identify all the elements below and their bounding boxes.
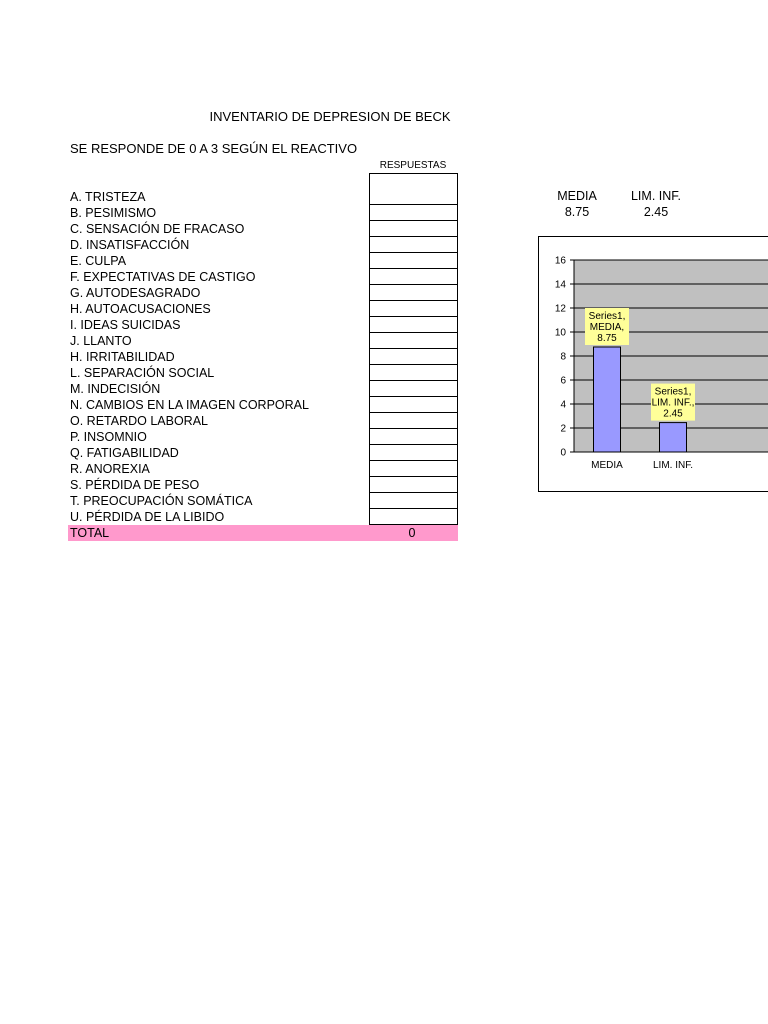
y-tick-label: 4 <box>560 399 566 411</box>
table-row <box>70 365 458 381</box>
response-cell[interactable] <box>369 317 458 333</box>
y-tick-label: 12 <box>554 303 566 315</box>
item-label: D. INSATISFACCIÓN <box>70 238 190 252</box>
response-cell[interactable] <box>369 461 458 477</box>
item-label: N. CAMBIOS EN LA IMAGEN CORPORAL <box>70 398 309 412</box>
y-tick-label: 6 <box>560 375 566 387</box>
item-label: U. PÉRDIDA DE LA LIBIDO <box>70 510 225 524</box>
lim-inf-label: LIM. INF. <box>630 189 681 203</box>
x-tick-label: MEDIA <box>591 460 623 471</box>
item-label: J. LLANTO <box>70 334 132 348</box>
item-label: O. RETARDO LABORAL <box>70 414 208 428</box>
response-cell[interactable] <box>369 333 458 349</box>
y-tick-label: 0 <box>560 447 566 459</box>
table-row <box>70 269 458 285</box>
table-row <box>70 509 458 525</box>
item-label: F. EXPECTATIVAS DE CASTIGO <box>70 270 256 284</box>
table-row <box>70 205 458 221</box>
table-row <box>70 493 458 509</box>
table-row <box>70 333 458 349</box>
table-row <box>70 445 458 461</box>
item-label: H. IRRITABILIDAD <box>70 350 175 364</box>
item-label: B. PESIMISMO <box>70 206 157 220</box>
table-row <box>70 189 458 205</box>
item-label: G. AUTODESAGRADO <box>70 286 201 300</box>
lim-inf-value: 2.45 <box>643 205 669 219</box>
response-cell[interactable] <box>369 413 458 429</box>
table-row <box>70 381 458 397</box>
item-label: P. INSOMNIO <box>70 430 147 444</box>
media-label: MEDIA <box>557 189 597 203</box>
data-label: Series1, MEDIA, 8.75 <box>588 311 626 344</box>
data-label: Series1, LIM. INF., 2.45 <box>651 386 695 420</box>
table-row <box>70 301 458 317</box>
response-cell[interactable] <box>369 397 458 413</box>
y-tick-label: 14 <box>554 279 566 291</box>
response-cell[interactable] <box>369 445 458 461</box>
y-tick-label: 16 <box>554 255 566 267</box>
items-table <box>70 189 458 525</box>
response-cell[interactable] <box>369 269 458 285</box>
total-value: 0 <box>408 526 416 540</box>
response-cell[interactable] <box>369 429 458 445</box>
total-row <box>68 525 458 541</box>
table-row <box>70 429 458 445</box>
table-row <box>70 221 458 237</box>
bar <box>660 423 687 452</box>
response-cell[interactable] <box>369 237 458 253</box>
table-row <box>70 477 458 493</box>
item-label: M. INDECISIÓN <box>70 382 161 396</box>
item-label: R. ANOREXIA <box>70 462 150 476</box>
responses-column-header: RESPUESTAS <box>379 160 447 171</box>
table-row <box>70 349 458 365</box>
y-tick-label: 10 <box>554 327 566 339</box>
response-cell[interactable] <box>369 205 458 221</box>
bar <box>594 347 621 452</box>
table-row <box>70 461 458 477</box>
item-label: L. SEPARACIÓN SOCIAL <box>70 366 215 380</box>
item-label: T. PREOCUPACIÓN SOMÁTICA <box>70 494 253 508</box>
item-label: S. PÉRDIDA DE PESO <box>70 478 200 492</box>
item-label: I. IDEAS SUICIDAS <box>70 318 181 332</box>
response-cell[interactable] <box>369 477 458 493</box>
table-row <box>70 397 458 413</box>
table-row <box>70 285 458 301</box>
item-label: E. CULPA <box>70 254 127 268</box>
instruction-text: SE RESPONDE DE 0 A 3 SEGÚN EL REACTIVO <box>70 141 358 156</box>
bar-chart <box>538 236 768 492</box>
media-value: 8.75 <box>564 205 590 219</box>
response-cell[interactable] <box>369 285 458 301</box>
response-cell[interactable] <box>369 349 458 365</box>
item-label: H. AUTOACUSACIONES <box>70 302 211 316</box>
response-cell[interactable] <box>369 221 458 237</box>
total-label: TOTAL <box>70 526 110 540</box>
table-row <box>70 253 458 269</box>
table-row <box>70 317 458 333</box>
response-cell[interactable] <box>369 365 458 381</box>
y-tick-label: 2 <box>560 423 566 435</box>
y-tick-label: 8 <box>560 351 566 363</box>
response-cell[interactable] <box>369 493 458 509</box>
page-title: INVENTARIO DE DEPRESION DE BECK <box>209 109 451 124</box>
item-label: Q. FATIGABILIDAD <box>70 446 179 460</box>
table-row <box>70 237 458 253</box>
item-label: A. TRISTEZA <box>70 190 146 204</box>
response-cell[interactable] <box>369 173 458 205</box>
response-cell[interactable] <box>369 301 458 317</box>
item-label: C. SENSACIÓN DE FRACASO <box>70 222 245 236</box>
x-tick-label: LIM. INF. <box>652 460 694 471</box>
response-cell[interactable] <box>369 381 458 397</box>
response-cell[interactable] <box>369 509 458 525</box>
response-cell[interactable] <box>369 253 458 269</box>
table-row <box>70 413 458 429</box>
